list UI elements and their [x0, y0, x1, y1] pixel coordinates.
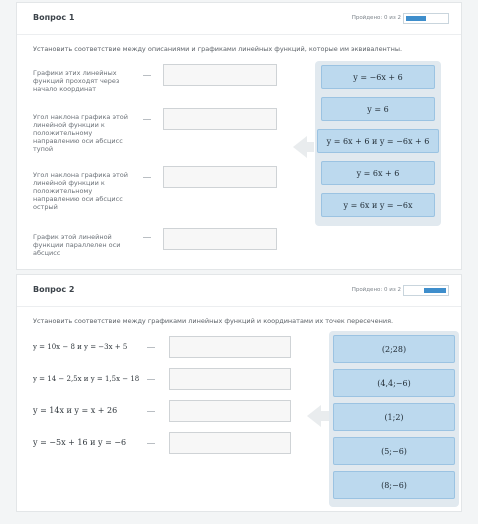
drop-zone-4[interactable]: [169, 432, 291, 454]
connector-dash: [143, 75, 151, 76]
question-2-title: Вопрос 2: [33, 285, 75, 294]
connector-dash: [147, 347, 155, 348]
drag-left-arrow-icon: [293, 136, 307, 158]
connector-dash: [147, 443, 155, 444]
question-2-progress-bar: [403, 285, 449, 296]
description-2: Угол наклона графика этой линейной функции к положительному направлению оси абсцисс тупой: [33, 113, 128, 153]
connector-dash: [143, 119, 151, 120]
answer-option-3[interactable]: (1;2): [333, 403, 455, 431]
answer-option-1[interactable]: (2;28): [333, 335, 455, 363]
drop-zone-4[interactable]: [163, 228, 277, 250]
question-2-card: [16, 274, 462, 512]
answer-options-panel-1: [315, 61, 441, 226]
answer-option-2[interactable]: (4,4;−6): [333, 369, 455, 397]
answer-option-1[interactable]: y = −6x + 6: [321, 65, 435, 89]
answer-option-5[interactable]: y = 6x и y = −6x: [321, 193, 435, 217]
answer-option-2[interactable]: y = 6: [321, 97, 435, 121]
equation-pair-1: y = 10x − 8 и y = −3x + 5: [33, 343, 128, 351]
connector-dash: [143, 177, 151, 178]
equation-pair-3: y = 14x и y = x + 26: [33, 406, 118, 415]
equation-pair-4: y = −5x + 16 и y = −6: [33, 438, 127, 447]
question-1-progress-text: Пройдено: 0 из 2: [351, 15, 401, 21]
description-1: Графики этих линейных функций проходят через начало координат: [33, 69, 120, 93]
question-1-title: Вопрос 1: [33, 13, 75, 22]
drop-zone-2[interactable]: [169, 368, 291, 390]
question-1-instruction: Установить соответствие между описаниями и графиками линейных функций, которые им эквивалентны.: [33, 45, 403, 53]
drop-zone-2[interactable]: [163, 108, 277, 130]
drop-zone-1[interactable]: [163, 64, 277, 86]
equation-pair-2: y = 14 − 2,5x и y = 1,5x − 18: [33, 375, 140, 383]
question-1-progress-bar: [403, 13, 449, 24]
drop-zone-1[interactable]: [169, 336, 291, 358]
question-1-card: [16, 2, 462, 270]
answer-options-panel-2: [329, 331, 459, 507]
drag-arrow-tail: [306, 142, 314, 152]
connector-dash: [147, 411, 155, 412]
question-1-header: [17, 3, 461, 35]
answer-option-3[interactable]: y = 6x + 6 и y = −6x + 6: [317, 129, 439, 153]
question-2-progress-text: Пройдено: 0 из 2: [351, 287, 401, 293]
description-4: График этой линейной функции параллелен оси абсцисс: [33, 233, 121, 257]
answer-option-5[interactable]: (8;−6): [333, 471, 455, 499]
question-2-progress-fill: [424, 288, 446, 293]
question-1-progress-fill: [406, 16, 426, 21]
answer-option-4[interactable]: (5;−6): [333, 437, 455, 465]
question-2-header: [17, 275, 461, 307]
drag-left-arrow-icon: [307, 405, 321, 427]
drop-zone-3[interactable]: [169, 400, 291, 422]
connector-dash: [143, 237, 151, 238]
question-2-instruction: Установить соответствие между графиками линейных функций и координатами их точек пересечения.: [33, 317, 394, 325]
description-3: Угол наклона графика этой линейной функции к положительному направлению оси абсцисс острый: [33, 171, 128, 211]
connector-dash: [147, 379, 155, 380]
drop-zone-3[interactable]: [163, 166, 277, 188]
answer-option-4[interactable]: y = 6x + 6: [321, 161, 435, 185]
